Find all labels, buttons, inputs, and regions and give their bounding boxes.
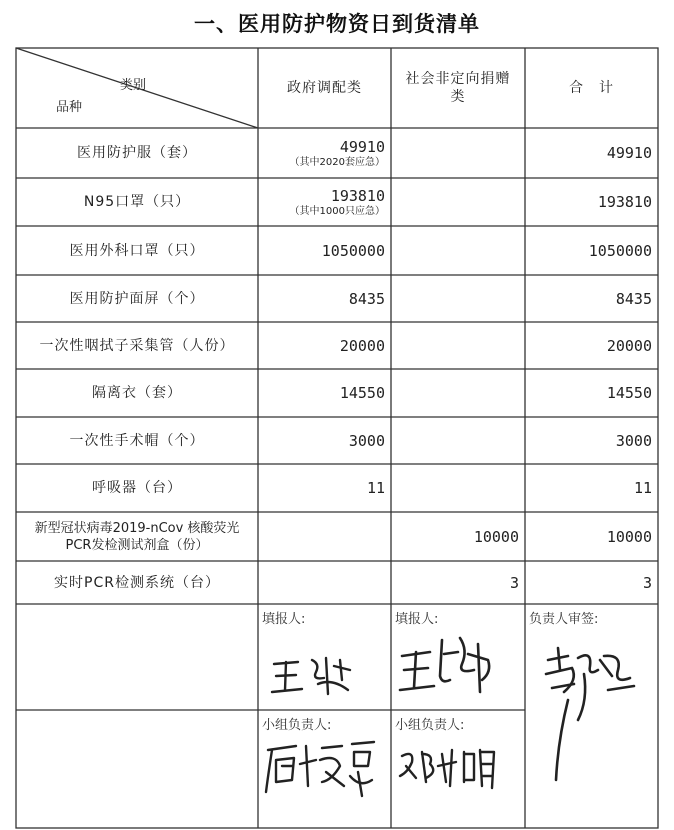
row-total: 49910 — [606, 144, 652, 162]
row-gov: 8435 — [348, 289, 385, 308]
header-item-label: 品种 — [56, 100, 83, 115]
row-gov: 11 — [366, 479, 385, 497]
filler-label-1: 填报人: — [262, 612, 306, 627]
group-label-1: 小组负责人: — [262, 718, 332, 733]
header-total: 合 计 — [569, 80, 614, 96]
row-name: 医用外科口罩（只） — [69, 242, 205, 259]
row-name: 医用防护面屏（个） — [69, 290, 205, 307]
row-total: 20000 — [606, 336, 652, 355]
row-total: 1050000 — [588, 241, 652, 260]
row-social: 3 — [509, 573, 519, 592]
group-label-2: 小组负责人: — [395, 718, 465, 733]
row-name: 实时PCR检测系统（台） — [54, 574, 220, 591]
gov-note: （其中2020套应急） — [289, 156, 385, 168]
signature-filler-2 — [398, 630, 498, 700]
gov-value: 193810 — [330, 186, 385, 205]
header-social: 社会非定向捐赠类 — [405, 71, 511, 105]
signature-filler-1 — [268, 650, 358, 700]
signature-leader — [538, 640, 648, 790]
gov-note: （其中1000只应急） — [289, 205, 385, 217]
leader-label: 负责人审签: — [529, 612, 599, 627]
row-total: 11 — [633, 479, 652, 497]
signature-group-2 — [398, 742, 498, 792]
row-name: 一次性手术帽（个） — [69, 432, 205, 449]
row-total: 14550 — [606, 384, 652, 402]
row-total: 8435 — [615, 289, 652, 308]
row-gov: 14550 — [339, 384, 385, 402]
row-gov: 20000 — [339, 336, 385, 355]
gov-value: 49910 — [339, 137, 385, 156]
row-name: 新型冠状病毒2019-nCov 核酸荧光PCR发检测试剂盒（份） — [34, 520, 240, 553]
filler-label-2: 填报人: — [395, 612, 439, 627]
row-name: 医用防护服（套） — [77, 145, 197, 161]
signature-group-1 — [262, 736, 382, 806]
row-total: 3 — [642, 573, 652, 592]
row-total: 3000 — [615, 431, 652, 450]
row-gov: 3000 — [348, 431, 385, 450]
row-gov — [258, 128, 391, 178]
row-social: 10000 — [473, 527, 519, 546]
row-total: 193810 — [597, 193, 652, 211]
row-name: 呼吸器（台） — [92, 480, 182, 496]
row-total: 10000 — [606, 527, 652, 546]
row-name: 一次性咽拭子采集管（人份） — [39, 337, 235, 354]
row-gov — [258, 178, 391, 226]
row-name: 隔离衣（套） — [92, 385, 182, 401]
header-category-label: 类别 — [120, 78, 147, 93]
header-gov: 政府调配类 — [287, 80, 362, 96]
row-name: N95口罩（只） — [83, 194, 191, 210]
page-title: 一、医用防护物资日到货清单 — [194, 12, 480, 36]
row-gov: 1050000 — [321, 241, 385, 260]
